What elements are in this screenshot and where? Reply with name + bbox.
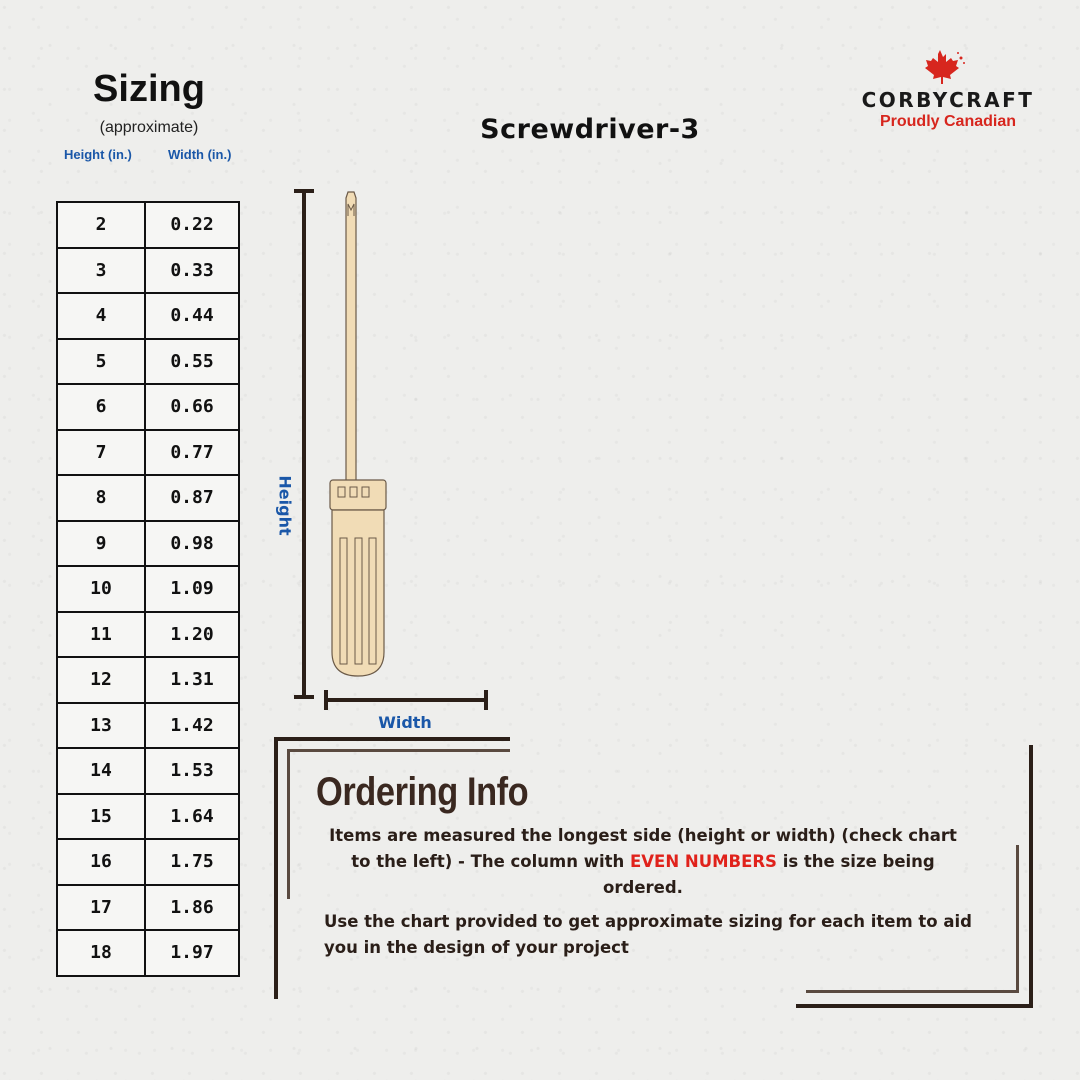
height-cell: 6 — [57, 384, 145, 430]
brand-tagline: Proudly Canadian — [879, 113, 1017, 130]
height-cell: 3 — [57, 248, 145, 294]
width-cell: 1.09 — [145, 566, 239, 612]
table-row — [57, 339, 239, 385]
table-row — [57, 566, 239, 612]
height-cell: 12 — [57, 657, 145, 703]
ordering-text: Items are measured the longest side (height or width) (check chart to the left) - The column with — [329, 826, 957, 871]
width-cell: 0.87 — [145, 475, 239, 521]
size-table — [56, 201, 240, 977]
frame-line — [796, 1004, 1033, 1008]
width-cell: 0.55 — [145, 339, 239, 385]
table-row — [57, 612, 239, 658]
width-cell: 0.22 — [145, 202, 239, 248]
table-row — [57, 748, 239, 794]
table-row — [57, 839, 239, 885]
table-row — [57, 475, 239, 521]
even-numbers-highlight: EVEN NUMBERS — [630, 852, 777, 871]
brand-name: CORBYCRAFT — [861, 88, 1035, 112]
product-title: Screwdriver-3 — [480, 114, 700, 145]
width-dimension-cap-left — [324, 690, 328, 710]
height-cell: 14 — [57, 748, 145, 794]
height-label: Height — [275, 475, 295, 536]
height-cell: 7 — [57, 430, 145, 476]
height-cell: 5 — [57, 339, 145, 385]
width-cell: 0.44 — [145, 293, 239, 339]
table-row — [57, 930, 239, 976]
ordering-text: is the size being ordered. — [603, 852, 935, 897]
width-cell: 1.42 — [145, 703, 239, 749]
table-row — [57, 794, 239, 840]
height-cell: 18 — [57, 930, 145, 976]
table-row — [57, 885, 239, 931]
frame-line — [287, 749, 510, 752]
sizing-subtitle: (approximate) — [99, 119, 199, 136]
table-row — [57, 657, 239, 703]
ordering-info-note: Use the chart provided to get approximate sizing for each item to aid you in the design of your project — [324, 912, 972, 957]
height-dimension-cap-bottom — [294, 695, 314, 699]
frame-line — [806, 990, 1019, 993]
height-cell: 16 — [57, 839, 145, 885]
table-row — [57, 384, 239, 430]
width-cell: 1.20 — [145, 612, 239, 658]
width-cell: 1.97 — [145, 930, 239, 976]
width-column-header: Width (in.) — [168, 147, 232, 162]
height-dimension-line — [302, 190, 306, 698]
height-cell: 8 — [57, 475, 145, 521]
height-dimension-cap-top — [294, 189, 314, 193]
height-cell: 13 — [57, 703, 145, 749]
width-cell: 1.75 — [145, 839, 239, 885]
maple-leaf-icon — [918, 48, 968, 86]
frame-line — [274, 737, 510, 741]
ordering-info-paragraph — [318, 823, 968, 901]
height-cell: 4 — [57, 293, 145, 339]
width-cell: 1.53 — [145, 748, 239, 794]
width-cell: 1.64 — [145, 794, 239, 840]
ordering-info-title: Ordering Info — [316, 770, 529, 814]
width-cell: 0.66 — [145, 384, 239, 430]
table-row — [57, 293, 239, 339]
sizing-title: Sizing — [93, 68, 205, 110]
screwdriver-illustration — [326, 190, 390, 690]
height-cell: 15 — [57, 794, 145, 840]
table-row — [57, 430, 239, 476]
frame-line — [274, 737, 278, 999]
height-cell: 11 — [57, 612, 145, 658]
width-cell: 1.31 — [145, 657, 239, 703]
frame-line — [1016, 845, 1019, 993]
table-row — [57, 521, 239, 567]
table-row — [57, 202, 239, 248]
height-cell: 10 — [57, 566, 145, 612]
width-label: Width — [378, 713, 432, 732]
height-cell: 2 — [57, 202, 145, 248]
width-dimension-cap-right — [484, 690, 488, 710]
height-column-header: Height (in.) — [64, 147, 132, 162]
table-row — [57, 248, 239, 294]
table-row — [57, 703, 239, 749]
width-cell: 1.86 — [145, 885, 239, 931]
frame-line — [287, 749, 290, 899]
width-cell: 0.98 — [145, 521, 239, 567]
width-cell: 0.77 — [145, 430, 239, 476]
width-cell: 0.33 — [145, 248, 239, 294]
frame-line — [1029, 745, 1033, 1007]
height-cell: 17 — [57, 885, 145, 931]
height-cell: 9 — [57, 521, 145, 567]
width-dimension-line — [326, 698, 488, 702]
